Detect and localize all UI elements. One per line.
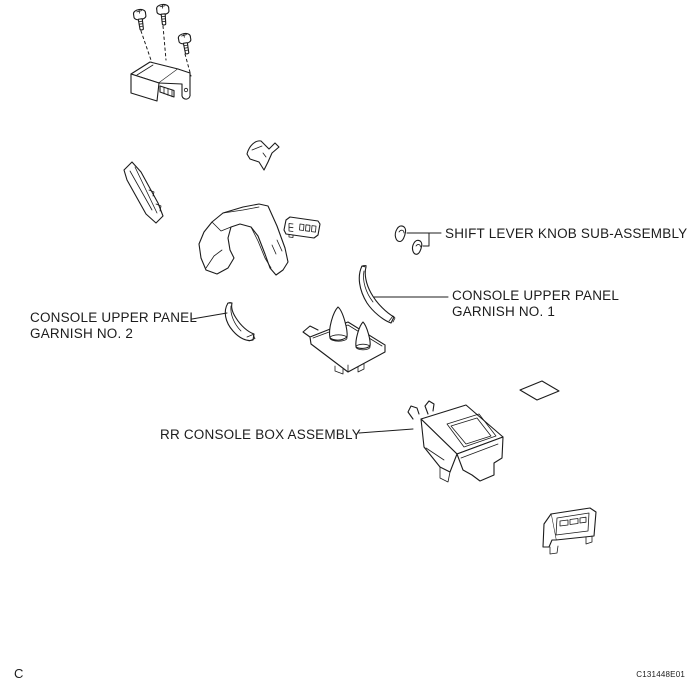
- label-garnish-no1-line1: CONSOLE UPPER PANEL: [452, 288, 620, 303]
- figure-code: C131448E01: [636, 670, 685, 679]
- label-rr-console-box: RR CONSOLE BOX ASSEMBLY: [160, 427, 361, 442]
- label-garnish-no2-line2: GARNISH NO. 2: [30, 326, 134, 341]
- label-garnish-no1: [452, 288, 619, 320]
- screw-icon: [156, 4, 170, 25]
- shift-boot-plate-drawing: [303, 307, 385, 374]
- label-garnish-no2: [30, 310, 197, 342]
- rear-end-panel-drawing: [543, 508, 596, 554]
- switch-panel-drawing: [284, 217, 320, 238]
- screw-icon: [133, 9, 148, 31]
- screw-icon: [178, 33, 193, 55]
- garnish-no2-drawing: [225, 303, 255, 341]
- label-garnish-no2-line1: CONSOLE UPPER PANEL: [30, 310, 198, 325]
- shift-lever-knob-drawing: [395, 226, 422, 254]
- label-garnish-no1-line2: GARNISH NO. 1: [452, 304, 556, 319]
- label-shift-lever-knob: SHIFT LEVER KNOB SUB-ASSEMBLY: [445, 226, 688, 241]
- rear-bracket-drawing: [247, 141, 279, 170]
- rr-console-box-drawing: [408, 401, 503, 482]
- console-upper-panel-drawing: [199, 204, 288, 275]
- garnish-no1-drawing: [359, 265, 395, 323]
- side-panel-garnish-drawing: [124, 162, 163, 223]
- control-module-drawing: [131, 62, 190, 101]
- console-mat-drawing: [520, 381, 559, 400]
- page-section-mark: C: [14, 666, 24, 681]
